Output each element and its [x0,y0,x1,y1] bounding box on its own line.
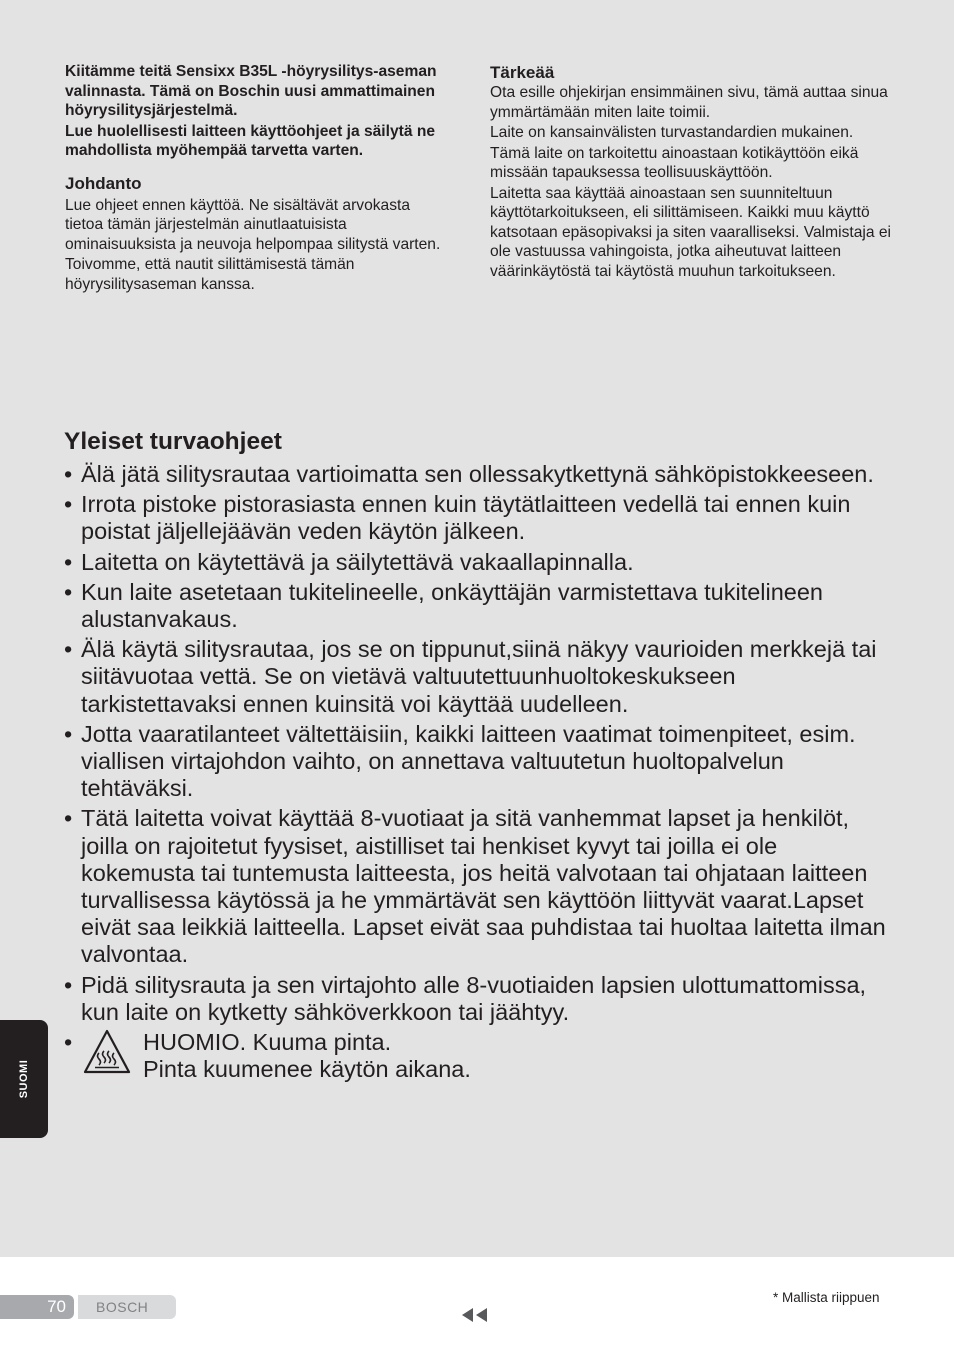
intro-paragraph: Kiitämme teitä Sensixx B35L -höyrysilitys-aseman valinnasta. Tämä on Boschin uusi ammattimainen höyrysilitysjärjestelmä. [65,63,437,119]
list-item [64,972,894,1026]
paragraph: Tämä laite on tarkoitettu ainoastaan kotikäyttöön eikä missään tapauksessa teollisuuskäyttöön. [490,144,859,181]
list-item-text: Kun laite asetetaan tukitelineelle, onkäyttäjän varmistettava tukitelineen alustanvakaus. [81,578,824,633]
language-tab-label: SUOMI [18,1059,30,1099]
brand-label: BOSCH [96,1299,149,1315]
warning-text [143,1029,471,1083]
bullet: • [64,578,73,605]
list-item-text: Älä jätä silitysrautaa vartioimatta sen ollessakytkettynä sähköpistokkeeseen. [81,461,874,487]
bullet: • [64,971,73,998]
list-item-text: Laitetta on käytettävä ja säilytettävä vakaallapinnalla. [81,548,634,575]
hot-surface-warning-icon [83,1029,131,1075]
list-item [64,461,894,488]
bullet: • [64,805,73,832]
intro-text [65,62,450,161]
warning-item [64,1029,894,1083]
language-tab [0,1020,48,1138]
paragraph: Laitetta saa käyttää ainoastaan sen suunniteltuun käyttötarkoitukseen, eli silittämiseen. Kaikki muu käyttö katsotaan epäsopivaksi ja siten vaaralliseksi. Valmistaja ei ole vastuussa vahingoista, jotka aiheutuvat laitteen väärinkäytöstä tai käytöstä muuhun tarkoitukseen. [490,184,892,280]
list-item [64,721,894,803]
safety-list [64,461,894,1083]
paragraph: Laite on kansainvälisten turvastandardien mukainen. [490,124,854,141]
list-item [64,805,894,968]
list-item-text: Jotta vaaratilanteet vältettäisiin, kaikki laitteen vaatimat toimenpiteet, esim. viallisen virtajohdon vaihto, on annettava valtuutetun huoltopalvelun tehtäväksi. [81,720,856,802]
bullet: • [64,636,73,663]
list-item-text: Tätä laitetta voivat käyttää 8-vuotiaat ja sitä vanhemmat lapset ja henkilöt, joilla on rajoitetut fyysiset, aistilliset tai henkiset kyvyt tai joilla ei ole kokemusta tai tuntemusta laitteesta, jos heitä valvotaan tai ohjataan laitteen turvallisessa käytössä ja he ymmärtävät sen käyttöön liittyvät vaarat.Lapset eivät saa leikkiä laitteella. Lapset eivät saa puhdistaa tai huoltaa laitetta ilman valvontaa. [81,805,886,968]
left-column [65,62,450,294]
list-item [64,549,894,576]
paragraph: Ota esille ohjekirjan ensimmäinen sivu, tämä auttaa sinua ymmärtämään miten laite toimii. [490,84,888,121]
footnote: * Mallista riippuen [773,1290,880,1305]
brand-box [78,1295,176,1319]
page-number-box [0,1295,74,1319]
paragraph: Lue ohjeet ennen käyttöä. Ne sisältävät arvokasta tietoa tämän järjestelmän ainutlaatuisista ominaisuuksista ja neuvoja helpompaa silitystä varten. [65,196,441,253]
list-item-text: Älä käytä silitysrautaa, jos se on tippunut,siinä näkyy vaurioiden merkkejä tai siitävuotaa vettä. Se on vietävä valtuutettuunhuoltokeskukseen tarkistettavaksi ennen kuinsitä voi käyttää uudelleen. [81,636,877,717]
bullet: • [64,491,73,518]
footer-bar [0,1295,176,1319]
paragraph: Toivomme, että nautit silittämisestä tämän höyrysilitysaseman kanssa. [65,256,355,293]
list-item [64,491,894,545]
list-item-text: Pidä silitysrauta ja sen virtajohto alle 8-vuotiaiden lapsien ulottumattomissa, kun laite on kytketty sähköverkkoon tai jäähtyy. [81,971,867,1025]
page-number: 70 [47,1297,66,1316]
right-column [490,62,895,281]
safety-section [64,427,894,1086]
intro-paragraph: Lue huolellisesti laitteen käyttöohjeet ja säilytä ne mahdollista myöhempää tarvetta varten. [65,122,436,159]
bullet: • [64,1029,73,1056]
bullet: • [64,720,73,747]
section-heading-tarkeaa: Tärkeää [490,63,555,82]
bullet: • [64,548,73,575]
warning-line: Pinta kuumenee käytön aikana. [143,1056,471,1083]
list-item [64,579,894,633]
warning-line: HUOMIO. Kuuma pinta. [143,1029,392,1056]
list-item-text: Irrota pistoke pistorasiasta ennen kuin täytätlaitteen vedellä tai ennen kuin poistat jäljellejäävän veden käytön jälkeen. [81,491,851,545]
double-left-arrow-icon [462,1308,490,1322]
list-item [64,636,894,718]
bullet: • [64,461,73,487]
safety-heading: Yleiset turvaohjeet [64,428,282,455]
section-heading-johdanto: Johdanto [65,173,142,193]
